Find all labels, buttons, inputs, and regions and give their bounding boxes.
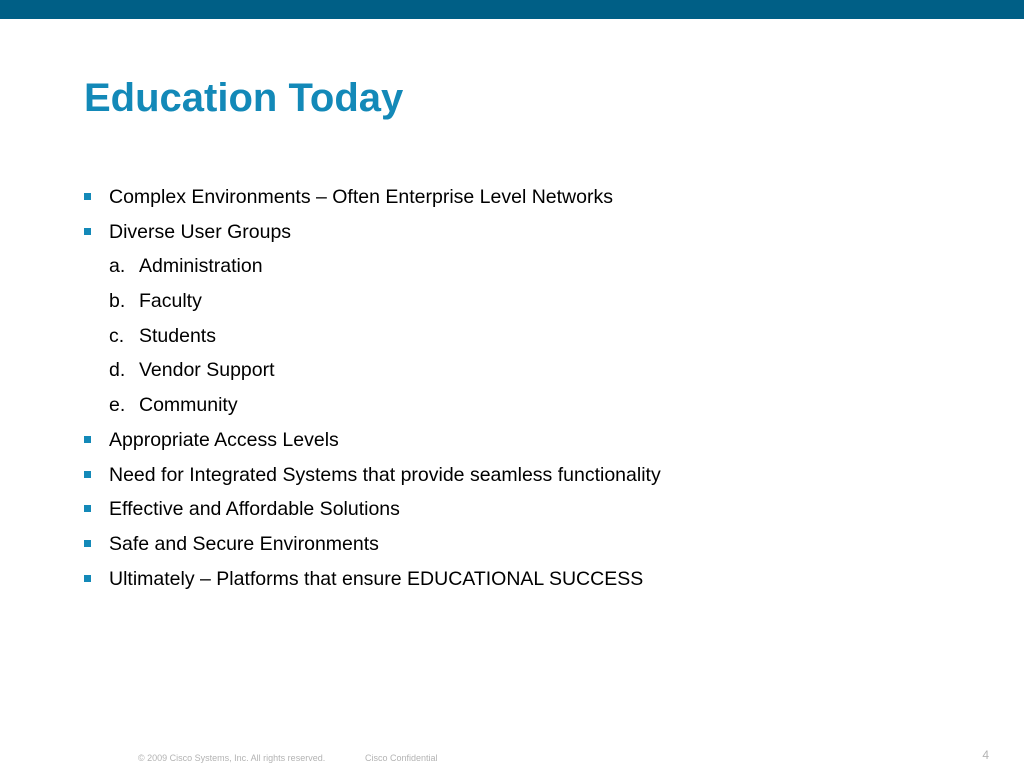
square-bullet-icon (84, 505, 91, 512)
page-number: 4 (982, 748, 989, 762)
bullet-text: Ultimately – Platforms that ensure EDUCATIONAL SUCCESS (109, 567, 644, 590)
bullet-text: Appropriate Access Levels (109, 428, 339, 451)
square-bullet-icon (84, 540, 91, 547)
sub-bullet-text: Community (139, 394, 238, 417)
bullet-text: Need for Integrated Systems that provide seamless functionality (109, 463, 661, 486)
sub-bullet-letter: b. (109, 290, 126, 313)
bullet-item (84, 423, 661, 458)
sub-bullet-text: Faculty (139, 290, 202, 313)
bullet-text: Safe and Secure Environments (109, 532, 379, 555)
square-bullet-icon (84, 228, 91, 235)
square-bullet-icon (84, 193, 91, 200)
sub-bullet-item (84, 353, 661, 388)
bullet-text: Diverse User Groups (109, 220, 292, 243)
bullet-item (84, 527, 661, 562)
bullet-item (84, 562, 661, 597)
sub-bullet-item (84, 284, 661, 319)
square-bullet-icon (84, 436, 91, 443)
sub-bullet-letter: e. (109, 394, 126, 417)
bullet-text: Effective and Affordable Solutions (109, 498, 400, 521)
bullet-item (84, 180, 661, 215)
sub-bullet-text: Administration (139, 255, 263, 278)
bullet-item (84, 215, 661, 250)
sub-bullet-letter: c. (109, 324, 125, 347)
sub-bullet-item (84, 249, 661, 284)
square-bullet-icon (84, 575, 91, 582)
square-bullet-icon (84, 471, 91, 478)
sub-bullet-item (84, 319, 661, 354)
bullet-text: Complex Environments – Often Enterprise Level Networks (109, 186, 613, 208)
sub-bullet-letter: d. (109, 359, 126, 382)
sub-bullet-letter: a. (109, 255, 126, 278)
footer-confidential: Cisco Confidential (365, 753, 438, 763)
bullet-list (84, 180, 661, 596)
bullet-item (84, 458, 661, 493)
sub-bullet-text: Students (139, 324, 216, 347)
sub-bullet-item (84, 388, 661, 423)
bullet-item (84, 492, 661, 527)
sub-bullet-text: Vendor Support (139, 359, 275, 382)
footer-copyright: © 2009 Cisco Systems, Inc. All rights reserved. (138, 753, 326, 763)
slide-title: Education Today (84, 76, 404, 120)
header-bar (0, 0, 1024, 19)
